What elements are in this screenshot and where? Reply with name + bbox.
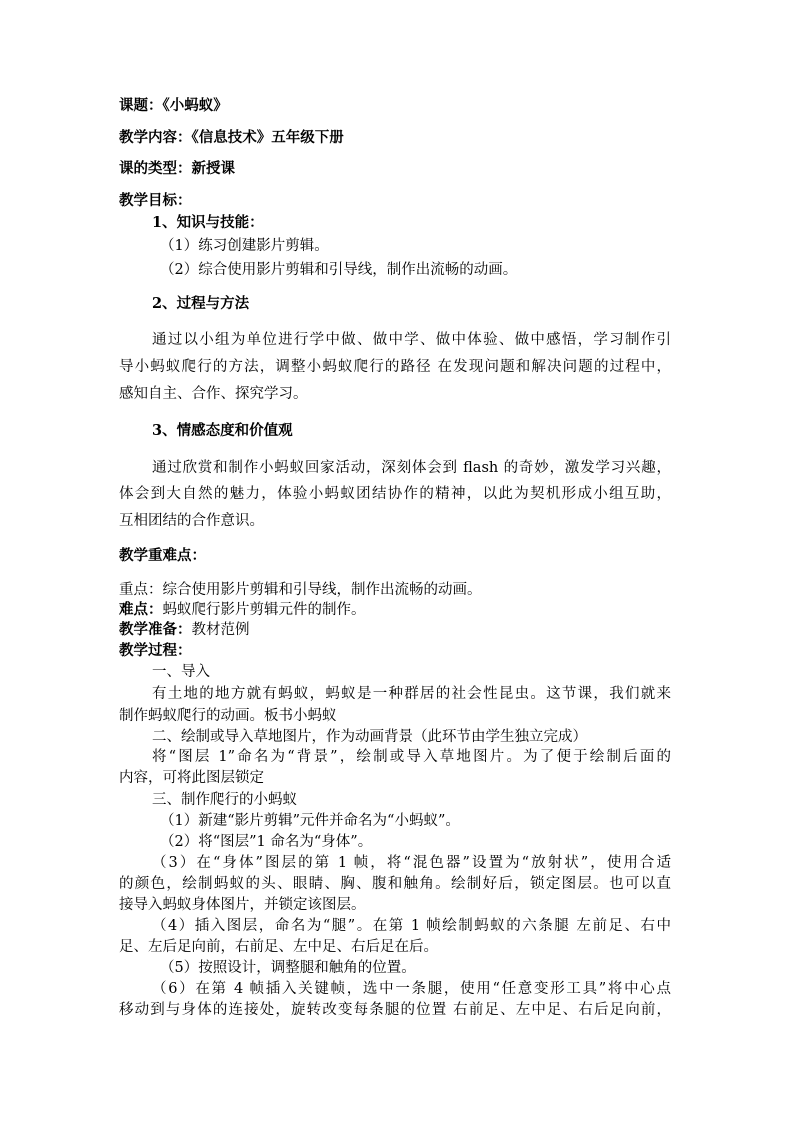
step-3-line-1: （3）在“身体”图层的第 1 帧，将“混色器”设置为“放射状”，使用合适 [152,855,671,871]
step-2: （2）将“图层”1 命名为“身体”。 [160,834,373,850]
process-method-text-line-2: 导小蚂蚁爬行的方法，调整小蚂蚁爬行的路径 在发现问题和解决问题的过程中， [119,359,671,375]
lesson-title: 课题：《小蚂蚁》 [119,97,228,114]
step-6-line-2: 移动到与身体的连接处，旋转改变每条腿的位置 右前足、左中足、右后足向前， [119,1002,671,1018]
emotion-values-text-line-3: 互相团结的合作意识。 [119,513,264,529]
process-method-text-line-1: 通过以小组为单位进行学中做、做中学、做中体验、做中感悟，学习制作引 [152,332,671,348]
teaching-content: 教学内容：《信息技术》五年级下册 [119,129,344,146]
step-3-line-3: 接导入蚂蚁身体图片，并锁定该图层。 [119,897,366,913]
difficult-point-label: 难点： [119,601,163,618]
difficult-point [119,600,366,620]
teaching-preparation-text: 教材范例 [191,622,250,638]
knowledge-item-1: （1）练习创建影片剪辑。 [160,238,329,254]
section-1-heading: 一、导入 [152,664,210,680]
step-4-line-2: 足、左后足向前，右前足、左中足、右后足在后。 [119,939,438,955]
section-3-heading: 三、制作爬行的小蚂蚁 [152,792,297,808]
step-3-line-2: 的颜色，绘制蚂蚁的头、眼睛、胸、腹和触角。绘制好后，锁定图层。也可以直 [119,876,671,892]
section-2-text-line-1: 将“图层 1”命名为“背景”，绘制或导入草地图片。为了便于绘制后面的 [152,749,671,765]
teaching-goals-heading: 教学目标： [119,192,192,209]
teaching-preparation [119,620,250,640]
emotion-values-text-line-1: 通过欣赏和制作小蚂蚁回家活动，深刻体会到 flash 的奇妙，激发学习兴趣， [152,460,671,476]
lesson-type: 课的类型：新授课 [119,160,235,177]
key-point: 重点：综合使用影片剪辑和引导线，制作出流畅的动画。 [119,582,482,598]
section-2-text-line-2: 内容，可将此图层锁定 [119,770,264,786]
emotion-values-heading: 3、情感态度和价值观 [152,422,293,439]
knowledge-item-2: （2）综合使用影片剪辑和引导线，制作出流畅的动画。 [160,262,518,278]
process-method-heading: 2、过程与方法 [152,295,250,312]
difficult-point-text: 蚂蚁爬行影片剪辑元件的制作。 [162,602,366,618]
section-2-heading: 二、绘制或导入草地图片，作为动画背景（此环节由学生独立完成） [152,729,587,745]
section-1-text-line-2: 制作蚂蚁爬行的动画。板书小蚂蚁 [119,708,337,724]
step-5: （5）按照设计，调整腿和触角的位置。 [160,960,416,976]
section-1-text-line-1: 有土地的地方就有蚂蚁，蚂蚁是一种群居的社会性昆虫。这节课，我们就来 [152,686,671,702]
teaching-process-heading: 教学过程： [119,642,192,659]
teaching-preparation-label: 教学准备： [119,621,192,638]
emotion-values-text-line-2: 体会到大自然的魅力，体验小蚂蚁团结协作的精神，以此为契机形成小组互助， [119,486,671,502]
key-difficult-heading: 教学重难点： [119,547,206,564]
knowledge-skills-heading: 1、知识与技能： [152,214,264,231]
step-6-line-1: （6）在第 4 帧插入关键帧，选中一条腿，使用“任意变形工具”将中心点 [152,981,671,997]
step-1: （1）新建“影片剪辑”元件并命名为“小蚂蚁”。 [160,813,460,829]
process-method-text-line-3: 感知自主、合作、探究学习。 [119,386,308,402]
step-4-line-1: （4）插入图层，命名为“腿”。在第 1 帧绘制蚂蚁的六条腿 左前足、右中 [152,918,671,934]
